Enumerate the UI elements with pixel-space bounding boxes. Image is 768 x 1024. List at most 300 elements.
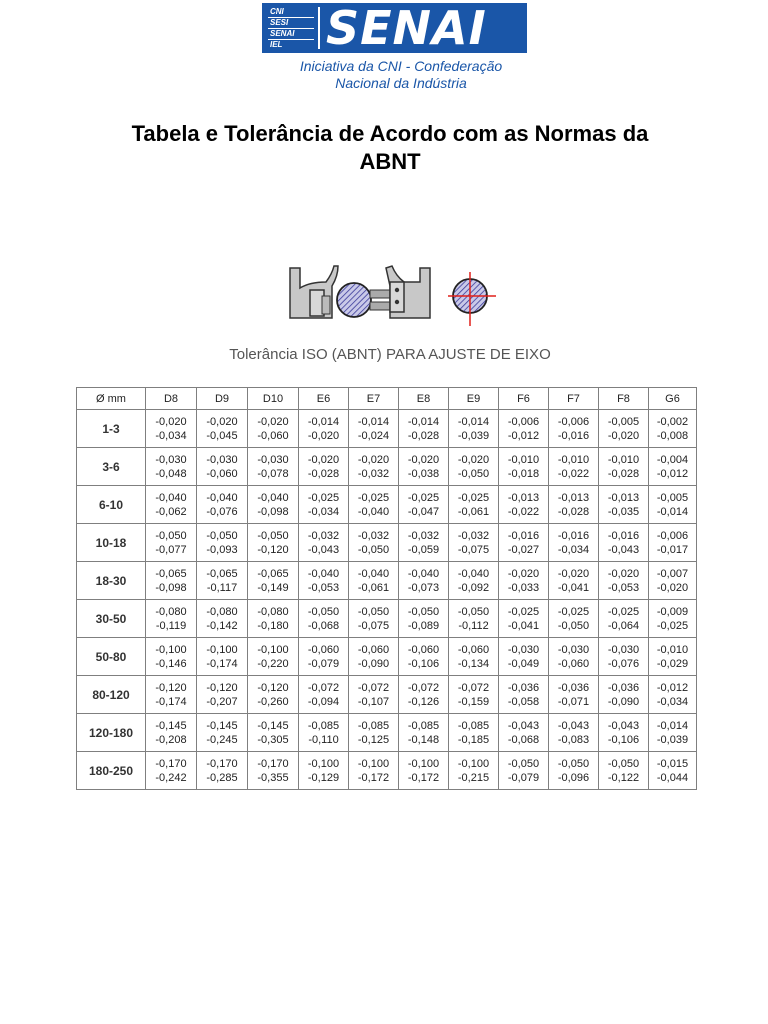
tolerance-cell (399, 638, 449, 676)
upper-deviation: -0,005 (607, 415, 640, 428)
upper-deviation: -0,032 (307, 529, 340, 542)
upper-deviation: -0,050 (457, 605, 490, 618)
lower-deviation: -0,034 (307, 505, 340, 518)
tolerance-cell (549, 752, 599, 790)
upper-deviation: -0,010 (607, 453, 640, 466)
lower-deviation: -0,053 (607, 581, 640, 594)
upper-deviation: -0,120 (155, 681, 187, 694)
logo-divider (318, 7, 320, 49)
upper-deviation: -0,072 (357, 681, 390, 694)
tolerance-cell (349, 562, 399, 600)
upper-deviation: -0,040 (407, 567, 440, 580)
upper-deviation: -0,085 (407, 719, 440, 732)
lower-deviation: -0,079 (307, 657, 340, 670)
upper-deviation: -0,032 (407, 529, 440, 542)
upper-deviation: -0,006 (557, 415, 590, 428)
lower-deviation: -0,245 (206, 733, 238, 746)
upper-deviation: -0,032 (457, 529, 490, 542)
lower-deviation: -0,120 (257, 543, 289, 556)
upper-deviation: -0,100 (457, 757, 490, 770)
upper-deviation: -0,014 (656, 719, 689, 732)
upper-deviation: -0,009 (656, 605, 689, 618)
lower-deviation: -0,355 (257, 771, 289, 784)
table-row (77, 410, 697, 448)
lower-deviation: -0,068 (507, 733, 540, 746)
table-subtitle: Tolerância ISO (ABNT) PARA AJUSTE DE EIXO (229, 346, 551, 363)
tolerance-cell (248, 524, 299, 562)
lower-deviation: -0,172 (407, 771, 440, 784)
upper-deviation: -0,050 (206, 529, 238, 542)
tolerance-cell (197, 524, 248, 562)
lower-deviation: -0,016 (557, 429, 590, 442)
lower-deviation: -0,098 (155, 581, 187, 594)
upper-deviation: -0,002 (656, 415, 689, 428)
tolerance-cell (499, 410, 549, 448)
lower-deviation: -0,071 (557, 695, 590, 708)
upper-deviation: -0,120 (257, 681, 289, 694)
lower-deviation: -0,043 (607, 543, 640, 556)
upper-deviation: -0,170 (257, 757, 289, 770)
upper-deviation: -0,040 (457, 567, 490, 580)
column-header-e7: E7 (349, 388, 399, 410)
tolerance-cell (599, 410, 649, 448)
tolerance-cell (449, 486, 499, 524)
caliper-left-jaw-icon (290, 266, 338, 318)
tolerance-cell (248, 676, 299, 714)
lower-deviation: -0,028 (407, 429, 440, 442)
upper-deviation: -0,036 (507, 681, 540, 694)
lower-deviation: -0,174 (206, 657, 238, 670)
lower-deviation: -0,098 (257, 505, 289, 518)
tolerance-cell (349, 714, 399, 752)
lower-deviation: -0,180 (257, 619, 289, 632)
tolerance-cell (499, 638, 549, 676)
lower-deviation: -0,059 (407, 543, 440, 556)
tolerance-cell (499, 752, 549, 790)
upper-deviation: -0,145 (257, 719, 289, 732)
column-header-e8: E8 (399, 388, 449, 410)
logo-entity-iel: IEL (270, 40, 283, 49)
upper-deviation: -0,050 (507, 757, 540, 770)
tolerance-cell (349, 676, 399, 714)
tolerance-cell (197, 714, 248, 752)
upper-deviation: -0,060 (407, 643, 440, 656)
upper-deviation: -0,007 (656, 567, 689, 580)
upper-deviation: -0,050 (407, 605, 440, 618)
lower-deviation: -0,043 (307, 543, 340, 556)
table-row (77, 752, 697, 790)
tolerance-cell (349, 600, 399, 638)
upper-deviation: -0,072 (307, 681, 340, 694)
lower-deviation: -0,106 (407, 657, 440, 670)
upper-deviation: -0,065 (257, 567, 289, 580)
lower-deviation: -0,018 (507, 467, 540, 480)
column-header-f8: F8 (599, 388, 649, 410)
upper-deviation: -0,030 (206, 453, 238, 466)
lower-deviation: -0,060 (206, 467, 238, 480)
logo-wordmark: SENAI (326, 1, 487, 55)
row-range-cell: 3-6 (77, 448, 146, 486)
lower-deviation: -0,062 (155, 505, 187, 518)
upper-deviation: -0,040 (357, 567, 390, 580)
tolerance-cell (449, 638, 499, 676)
lower-deviation: -0,034 (557, 543, 590, 556)
lower-deviation: -0,060 (557, 657, 590, 670)
lower-deviation: -0,022 (507, 505, 540, 518)
upper-deviation: -0,085 (357, 719, 390, 732)
upper-deviation: -0,040 (206, 491, 238, 504)
tolerance-cell (449, 524, 499, 562)
upper-deviation: -0,100 (407, 757, 440, 770)
table-body (77, 410, 697, 790)
upper-deviation: -0,020 (607, 567, 640, 580)
upper-deviation: -0,020 (507, 567, 540, 580)
column-header-e6: E6 (299, 388, 349, 410)
table-header-row (77, 388, 697, 410)
tolerance-cell (349, 486, 399, 524)
upper-deviation: -0,020 (407, 453, 440, 466)
upper-deviation: -0,170 (206, 757, 238, 770)
lower-deviation: -0,159 (457, 695, 490, 708)
tolerance-cell (599, 714, 649, 752)
upper-deviation: -0,020 (557, 567, 590, 580)
page-title (90, 120, 690, 176)
lower-deviation: -0,047 (407, 505, 440, 518)
tolerance-cell (599, 486, 649, 524)
lower-deviation: -0,048 (155, 467, 187, 480)
senai-logo-box (262, 3, 527, 53)
tolerance-cell (549, 714, 599, 752)
row-range-cell: 80-120 (77, 676, 146, 714)
tolerance-cell (146, 600, 197, 638)
table-row (77, 486, 697, 524)
lower-deviation: -0,038 (407, 467, 440, 480)
upper-deviation: -0,014 (307, 415, 340, 428)
lower-deviation: -0,107 (357, 695, 390, 708)
upper-deviation: -0,020 (257, 415, 289, 428)
upper-deviation: -0,020 (155, 415, 187, 428)
tolerance-cell (499, 486, 549, 524)
lower-deviation: -0,040 (357, 505, 390, 518)
lower-deviation: -0,125 (357, 733, 390, 746)
tolerance-cell (549, 448, 599, 486)
upper-deviation: -0,043 (607, 719, 640, 732)
upper-deviation: -0,065 (206, 567, 238, 580)
tolerance-cell (499, 562, 549, 600)
upper-deviation: -0,050 (357, 605, 390, 618)
logo-tagline-line-2: Nacional da Indústria (335, 75, 467, 91)
lower-deviation: -0,032 (357, 467, 390, 480)
upper-deviation: -0,020 (457, 453, 490, 466)
upper-deviation: -0,080 (257, 605, 289, 618)
lower-deviation: -0,089 (407, 619, 440, 632)
tolerance-cell (248, 714, 299, 752)
lower-deviation: -0,041 (557, 581, 590, 594)
upper-deviation: -0,006 (507, 415, 540, 428)
lower-deviation: -0,028 (307, 467, 340, 480)
logo-entity-sesi: SESI (268, 18, 314, 29)
tolerance-cell (599, 524, 649, 562)
column-header-d9: D9 (197, 388, 248, 410)
upper-deviation: -0,050 (307, 605, 340, 618)
tolerance-cell (146, 562, 197, 600)
column-header-diameter: Ø mm (77, 388, 146, 410)
lower-deviation: -0,185 (457, 733, 490, 746)
upper-deviation: -0,100 (257, 643, 289, 656)
tolerance-cell (599, 676, 649, 714)
tolerance-cell (248, 448, 299, 486)
tolerance-cell (299, 752, 349, 790)
table-row (77, 524, 697, 562)
tolerance-cell (146, 714, 197, 752)
tolerance-cell (549, 600, 599, 638)
lower-deviation: -0,090 (357, 657, 390, 670)
lower-deviation: -0,110 (308, 733, 339, 746)
lower-deviation: -0,053 (307, 581, 340, 594)
tolerance-cell (349, 410, 399, 448)
tolerance-cell (299, 486, 349, 524)
upper-deviation: -0,043 (557, 719, 590, 732)
lower-deviation: -0,106 (607, 733, 640, 746)
upper-deviation: -0,050 (607, 757, 640, 770)
upper-deviation: -0,025 (507, 605, 540, 618)
lower-deviation: -0,112 (458, 619, 489, 632)
upper-deviation: -0,100 (307, 757, 340, 770)
logo-tagline-line-1: Iniciativa da CNI - Confederação (299, 58, 503, 74)
tolerance-cell (599, 562, 649, 600)
lower-deviation: -0,035 (607, 505, 640, 518)
lower-deviation: -0,012 (656, 467, 689, 480)
tolerance-cell (599, 638, 649, 676)
tolerance-cell (549, 676, 599, 714)
upper-deviation: -0,025 (407, 491, 440, 504)
tolerance-cell (299, 600, 349, 638)
upper-deviation: -0,032 (357, 529, 390, 542)
tolerance-cell (549, 410, 599, 448)
lower-deviation: -0,094 (307, 695, 340, 708)
upper-deviation: -0,145 (206, 719, 238, 732)
lower-deviation: -0,068 (307, 619, 340, 632)
lower-deviation: -0,058 (507, 695, 540, 708)
senai-logo (262, 3, 530, 91)
lower-deviation: -0,050 (557, 619, 590, 632)
tolerance-cell (399, 600, 449, 638)
upper-deviation: -0,025 (307, 491, 340, 504)
logo-tagline (276, 58, 526, 92)
tolerance-cell (549, 486, 599, 524)
tolerance-cell (146, 524, 197, 562)
tolerance-cell (649, 486, 697, 524)
shaft-crosshair-icon (448, 272, 496, 326)
tolerance-cell (449, 562, 499, 600)
lower-deviation: -0,028 (607, 467, 640, 480)
upper-deviation: -0,010 (656, 643, 689, 656)
table-row (77, 638, 697, 676)
lower-deviation: -0,260 (257, 695, 289, 708)
lower-deviation: -0,142 (206, 619, 238, 632)
tolerance-cell (649, 714, 697, 752)
column-header-g6: G6 (649, 388, 697, 410)
lower-deviation: -0,096 (557, 771, 590, 784)
tolerance-cell (499, 448, 549, 486)
logo-entity-senai: SENAI (268, 29, 314, 40)
tolerance-cell (197, 752, 248, 790)
lower-deviation: -0,220 (257, 657, 289, 670)
upper-deviation: -0,013 (507, 491, 540, 504)
lower-deviation: -0,078 (257, 467, 289, 480)
tolerance-table (76, 387, 697, 790)
upper-deviation: -0,065 (155, 567, 187, 580)
row-range-cell: 120-180 (77, 714, 146, 752)
row-range-cell: 180-250 (77, 752, 146, 790)
tolerance-cell (349, 524, 399, 562)
upper-deviation: -0,016 (507, 529, 540, 542)
lower-deviation: -0,041 (507, 619, 540, 632)
tolerance-cell (349, 638, 399, 676)
lower-deviation: -0,083 (557, 733, 590, 746)
tolerance-cell (146, 676, 197, 714)
tolerance-cell (197, 410, 248, 448)
upper-deviation: -0,005 (656, 491, 689, 504)
tolerance-cell (248, 410, 299, 448)
upper-deviation: -0,013 (607, 491, 640, 504)
tolerance-cell (197, 676, 248, 714)
upper-deviation: -0,020 (357, 453, 390, 466)
tolerance-cell (499, 676, 549, 714)
lower-deviation: -0,027 (507, 543, 540, 556)
caliper-shaft-illustration (286, 262, 506, 332)
lower-deviation: -0,075 (457, 543, 490, 556)
upper-deviation: -0,015 (656, 757, 689, 770)
lower-deviation: -0,060 (257, 429, 289, 442)
upper-deviation: -0,012 (656, 681, 689, 694)
lower-deviation: -0,033 (507, 581, 540, 594)
lower-deviation: -0,285 (206, 771, 238, 784)
lower-deviation: -0,129 (307, 771, 340, 784)
lower-deviation: -0,174 (155, 695, 187, 708)
upper-deviation: -0,100 (155, 643, 187, 656)
tolerance-cell (399, 410, 449, 448)
lower-deviation: -0,073 (407, 581, 440, 594)
upper-deviation: -0,025 (557, 605, 590, 618)
table-row (77, 676, 697, 714)
tolerance-cell (299, 448, 349, 486)
lower-deviation: -0,149 (257, 581, 289, 594)
upper-deviation: -0,036 (557, 681, 590, 694)
lower-deviation: -0,039 (656, 733, 689, 746)
lower-deviation: -0,119 (155, 619, 187, 632)
column-header-d8: D8 (146, 388, 197, 410)
lower-deviation: -0,126 (407, 695, 440, 708)
upper-deviation: -0,014 (357, 415, 390, 428)
lower-deviation: -0,045 (206, 429, 238, 442)
lower-deviation: -0,208 (155, 733, 187, 746)
tolerance-cell (197, 448, 248, 486)
lower-deviation: -0,092 (457, 581, 490, 594)
upper-deviation: -0,036 (607, 681, 640, 694)
tolerance-cell (649, 524, 697, 562)
table-row (77, 448, 697, 486)
tolerance-cell (146, 410, 197, 448)
upper-deviation: -0,080 (155, 605, 187, 618)
lower-deviation: -0,049 (507, 657, 540, 670)
lower-deviation: -0,077 (155, 543, 187, 556)
upper-deviation: -0,006 (656, 529, 689, 542)
lower-deviation: -0,034 (155, 429, 187, 442)
tolerance-cell (649, 410, 697, 448)
upper-deviation: -0,013 (557, 491, 590, 504)
row-range-cell: 6-10 (77, 486, 146, 524)
tolerance-cell (248, 486, 299, 524)
upper-deviation: -0,060 (307, 643, 340, 656)
lower-deviation: -0,242 (155, 771, 187, 784)
upper-deviation: -0,170 (155, 757, 187, 770)
tolerance-cell (299, 714, 349, 752)
upper-deviation: -0,050 (257, 529, 289, 542)
tolerance-cell (649, 448, 697, 486)
lower-deviation: -0,090 (607, 695, 640, 708)
tolerance-cell (499, 714, 549, 752)
lower-deviation: -0,093 (206, 543, 238, 556)
tolerance-cell (649, 638, 697, 676)
upper-deviation: -0,010 (507, 453, 540, 466)
lower-deviation: -0,134 (457, 657, 490, 670)
upper-deviation: -0,040 (307, 567, 340, 580)
tolerance-cell (549, 524, 599, 562)
tolerance-cell (399, 676, 449, 714)
tolerance-cell (449, 752, 499, 790)
upper-deviation: -0,020 (307, 453, 340, 466)
upper-deviation: -0,100 (206, 643, 238, 656)
lower-deviation: -0,061 (457, 505, 490, 518)
lower-deviation: -0,079 (507, 771, 540, 784)
caliper-right-jaw-icon (370, 266, 430, 318)
upper-deviation: -0,014 (407, 415, 440, 428)
lower-deviation: -0,017 (656, 543, 689, 556)
lower-deviation: -0,148 (407, 733, 440, 746)
upper-deviation: -0,100 (357, 757, 390, 770)
tolerance-cell (349, 448, 399, 486)
upper-deviation: -0,030 (507, 643, 540, 656)
row-range-cell: 50-80 (77, 638, 146, 676)
tolerance-cell (399, 486, 449, 524)
tolerance-cell (146, 448, 197, 486)
tolerance-cell (349, 752, 399, 790)
upper-deviation: -0,145 (155, 719, 187, 732)
column-header-e9: E9 (449, 388, 499, 410)
upper-deviation: -0,010 (557, 453, 590, 466)
upper-deviation: -0,016 (557, 529, 590, 542)
column-header-f6: F6 (499, 388, 549, 410)
tolerance-cell (499, 524, 549, 562)
tolerance-cell (197, 486, 248, 524)
tolerance-cell (248, 638, 299, 676)
tolerance-cell (399, 714, 449, 752)
lower-deviation: -0,122 (607, 771, 640, 784)
row-range-cell: 18-30 (77, 562, 146, 600)
tolerance-cell (649, 600, 697, 638)
tolerance-cell (146, 486, 197, 524)
tolerance-cell (449, 600, 499, 638)
lower-deviation: -0,034 (656, 695, 689, 708)
upper-deviation: -0,025 (607, 605, 640, 618)
tolerance-cell (449, 448, 499, 486)
lower-deviation: -0,022 (557, 467, 590, 480)
logo-entity-cni: CNI (268, 7, 314, 18)
lower-deviation: -0,025 (656, 619, 689, 632)
lower-deviation: -0,061 (357, 581, 390, 594)
lower-deviation: -0,020 (656, 581, 689, 594)
